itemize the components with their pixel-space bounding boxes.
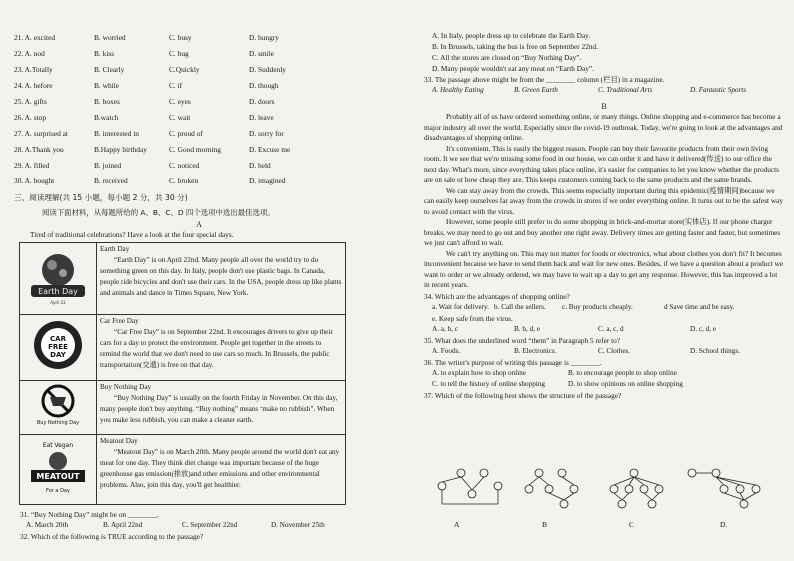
cloze-option[interactable]: D. imagined: [249, 176, 286, 186]
section-title: 三、阅读理解(共 15 小题，每小题 2 分，共 30 分): [14, 192, 188, 202]
cloze-options: [14, 30, 384, 189]
q34-item-e: e. Keep safe from the virus.: [432, 313, 513, 323]
cloze-option[interactable]: D. held: [249, 160, 271, 170]
earth-day-row: [20, 243, 346, 315]
diagram-b-label[interactable]: B: [542, 520, 548, 529]
diagram-a-label[interactable]: A: [454, 520, 460, 529]
cloze-option[interactable]: 21. A. excited: [14, 33, 56, 43]
q32-option-d[interactable]: D. Many people wouldn't eat any meat on “Earth Day”.: [432, 64, 594, 73]
cloze-row: [14, 62, 384, 78]
question-37: [424, 390, 784, 401]
q31-option-b[interactable]: B. April 22nd: [103, 521, 143, 530]
cloze-option[interactable]: 24. A. before: [14, 81, 53, 91]
cloze-option[interactable]: C. proud of: [169, 128, 203, 138]
question-34-stem: 34. Which are the advantages of shopping online?: [424, 291, 570, 301]
passage-b-paragraph-1: Probably all of us have ordered something online, or many things. Online shopping and e-commerce has become a major industry all over the world. Especially since the covid-19 outbreak. Today, we're going to look at the advantages and disadvantages of shopping online.: [424, 112, 783, 142]
left-column: [14, 0, 384, 542]
q32-option-a[interactable]: A. In Italy, people dress up to celebrate the Earth Day.: [432, 31, 591, 40]
q36-option-d[interactable]: D. to show opinions on online shopping: [568, 379, 683, 388]
cloze-option[interactable]: D. smile: [249, 49, 275, 59]
svg-text:April 22: April 22: [50, 300, 66, 306]
cloze-option[interactable]: C. Good morning: [169, 144, 221, 154]
buy-nothing-day-logo: [20, 381, 97, 435]
car-free-day-row: [20, 315, 346, 381]
diagram-a[interactable]: [438, 469, 502, 504]
cloze-row: [14, 125, 384, 141]
buy-nothing-day-row: [20, 381, 346, 435]
cloze-option[interactable]: B. worried: [94, 33, 126, 43]
cloze-option[interactable]: 27. A. surprised at: [14, 128, 68, 138]
buy-nothing-day-text: “Buy Nothing Day” is usually on the fourth Friday in November. On this day, many people don't buy anything. “Buy nothing” means ‘make no rubbish”. When you make less rubbish, you can make a cleaner earth.: [100, 394, 338, 424]
cloze-option[interactable]: 25. A. gifts: [14, 97, 47, 106]
cloze-option[interactable]: C. wait: [169, 112, 191, 122]
passage-b-paragraph-5: We can't try anything on. This may not matter for foods or electronics, what about clothes you don't fit? It becomes inconvenient because we have to send them back and wait for new ones. Besides, if we have a question about a product we want to order or we already ordered, we may have to wait up a day to get any response. However, this has improved a lot in recent years.: [424, 248, 784, 289]
earth-day-text: “Earth Day” is on April 22nd. Many people all over the world try to do something green on this day. In Italy, people don't use plastic bags. In Canada, people ride bicycles and don't use their cars. In the USA, people dress up like plants and animals and dance in Times Square, New York.: [100, 256, 342, 297]
q36-option-a[interactable]: A. to explain how to shop online: [432, 368, 527, 377]
cloze-option[interactable]: B. kiss: [94, 49, 115, 59]
diagram-d-label[interactable]: D.: [720, 520, 728, 529]
cloze-option[interactable]: B. while: [94, 81, 120, 91]
q33-option-b[interactable]: B. Green Earth: [514, 86, 558, 94]
right-column: [424, 0, 784, 529]
q34-option-d[interactable]: D. c, d, e: [690, 324, 716, 333]
question-31: [20, 509, 384, 542]
svg-text:DAY: DAY: [50, 351, 66, 360]
cloze-option[interactable]: C. hug: [169, 49, 189, 59]
cloze-option[interactable]: D. Excuse me: [249, 144, 291, 154]
svg-text:For a Day: For a Day: [46, 488, 70, 495]
q34-item-a: a. Wait for delivery.: [432, 302, 489, 311]
question-35-stem: 35. What does the underlined word “them” in Paragraph 5 refer to?: [424, 335, 621, 345]
cloze-option[interactable]: B.Happy birthday: [94, 144, 147, 154]
earth-day-logo: [20, 243, 97, 315]
q31-option-a[interactable]: A. March 20th: [26, 521, 69, 530]
cloze-row: [14, 157, 384, 173]
cloze-row: [14, 173, 384, 189]
meatout-day-text: “Meatout Day” is on March 20th. Many people around the world don't eat any meat for one day. They think diet change was important because of the huge greenhouse gas emission(排放)and other emissions and other environmental problems. Also, join this day, you'll get healthier.: [100, 448, 340, 489]
cloze-row: [14, 94, 384, 110]
q35-option-b[interactable]: B. Electronics.: [514, 346, 557, 355]
cloze-option[interactable]: B. joined: [94, 160, 122, 170]
question-33-stem: 33. The passage above might be from the ________ column (栏目) in a magazine.: [424, 75, 665, 84]
svg-text:Eat Vegan: Eat Vegan: [42, 442, 74, 450]
diagram-d[interactable]: [688, 469, 760, 508]
question-35: [424, 335, 784, 357]
diagram-c-label[interactable]: C: [629, 520, 635, 529]
q32-option-c[interactable]: C. All the stores are closed on “Buy Nothing Day”.: [432, 53, 582, 62]
q32-options: [424, 30, 784, 74]
question-37-stem: 37. Which of the following best shows the structure of the passage?: [424, 390, 622, 400]
cloze-row: [14, 46, 384, 62]
cloze-option[interactable]: D. leave: [249, 112, 274, 122]
q36-option-b[interactable]: B. to encourage people to shop online: [568, 368, 677, 377]
q35-option-a[interactable]: A. Foods.: [432, 346, 461, 355]
q31-option-c[interactable]: C. September 22nd: [182, 521, 238, 530]
instruction: 阅读下面材料，从每题所给的 A、B、C、D 四个选项中选出最佳选项。: [42, 207, 275, 217]
question-33: [424, 74, 784, 96]
svg-text:Earth Day: Earth Day: [38, 287, 78, 297]
svg-text:Buy Nothing Day: Buy Nothing Day: [36, 420, 80, 427]
q34-item-c: c. Buy products cheaply.: [562, 302, 633, 311]
car-free-day-text: “Car Free Day” is on September 22nd. It encourages drivers to give up their cars for a day to protect the environment. People get together in the streets to remind the world that we don't need to use cars so much. In Brussels, the public transportation(交通) is free on that day.: [100, 328, 333, 369]
q34-option-a[interactable]: A. a, b, c: [432, 324, 458, 333]
q35-option-d[interactable]: D. School things.: [690, 346, 740, 355]
car-free-day-title: Car Free Day: [100, 317, 139, 326]
q34-option-c[interactable]: C. a, c, d: [598, 324, 624, 333]
cloze-option[interactable]: B. interested in: [94, 128, 139, 138]
q36-option-c[interactable]: C. to tell the history of online shopping: [432, 379, 545, 388]
cloze-option[interactable]: C.Quickly: [169, 65, 200, 75]
cloze-option[interactable]: B. boxes: [94, 97, 120, 106]
cloze-option[interactable]: B. received: [94, 176, 128, 186]
cloze-option[interactable]: C. broken: [169, 176, 199, 186]
cloze-option[interactable]: C. if: [169, 81, 183, 91]
cloze-option[interactable]: C. busy: [169, 33, 192, 43]
meatout-day-row: [20, 435, 346, 505]
question-31-stem: 31. “Buy Nothing Day” might be on ________.: [20, 510, 159, 520]
passage-b-paragraph-3: We can stay away from the crowds. This seems especially important during this epidemic(疫情期间)because we can easily keep ourselves far away from the crowds in stores if we order everything online. It turns out to be the safest way to avoid contact with the virus.: [424, 185, 784, 216]
cloze-option[interactable]: B. Clearly: [94, 65, 125, 75]
cloze-option[interactable]: 22. A. nod: [14, 49, 45, 59]
cloze-option[interactable]: D. hungry: [249, 33, 279, 43]
cloze-row: [14, 109, 384, 125]
cloze-row: [14, 78, 384, 94]
cloze-row: [14, 30, 384, 46]
q33-option-c[interactable]: C. Traditional Arts: [598, 86, 653, 94]
svg-text:MEATOUT: MEATOUT: [36, 472, 80, 482]
cloze-option[interactable]: 28. A.Thank you: [14, 144, 64, 154]
question-36: [424, 357, 784, 390]
passage-b-letter: B: [601, 102, 607, 111]
cloze-option[interactable]: D. sorry for: [249, 128, 284, 138]
diagram-b[interactable]: [525, 469, 578, 508]
passage-a-letter: A: [196, 219, 202, 229]
q33-option-a[interactable]: A. Healthy Eating: [432, 86, 484, 94]
buy-nothing-day-title: Buy Nothing Day: [100, 383, 152, 392]
passage-b: [424, 112, 784, 291]
car-free-day-logo: [20, 315, 97, 381]
cloze-option[interactable]: C. noticed: [169, 160, 200, 170]
cloze-option[interactable]: C. eyes: [169, 97, 191, 106]
special-days-table: [19, 242, 346, 505]
cloze-option[interactable]: 29. A. filled: [14, 160, 50, 170]
q34-option-b[interactable]: B. b, d, e: [514, 324, 540, 333]
cloze-option[interactable]: 30. A. bought: [14, 176, 55, 186]
cloze-option[interactable]: D. doors: [249, 97, 275, 106]
cloze-option[interactable]: B.watch: [94, 112, 119, 122]
q35-option-c[interactable]: C. Clothes.: [598, 346, 631, 355]
q34-item-b: b. Call the sellers.: [494, 302, 546, 311]
passage-b-paragraph-2: It's convenient. This is easily the biggest reason. People can buy their favourite products from their own living room. It we see that we're missing some food in our house, we can order it and have it delivered(传送) to our office the next day. What's more, since everything takes place online, it's easier for companies to let you know whether the products are on sale or how cheap they are. This keeps customers coming back to the same products and the same brands.: [424, 143, 780, 184]
cloze-option[interactable]: D. Suddenly: [249, 65, 286, 75]
structure-diagrams: [424, 464, 784, 534]
q31-option-d[interactable]: D. November 25th: [271, 521, 325, 530]
cloze-option[interactable]: 23. A.Totally: [14, 65, 53, 75]
cloze-option[interactable]: 26. A. stop: [14, 112, 47, 122]
q33-option-d[interactable]: D. Fantastic Sports: [690, 86, 747, 94]
passage-a-intro: Tired of traditional celebrations? Have a look at the four special days.: [30, 229, 234, 239]
svg-text:CAR: CAR: [50, 335, 66, 344]
cloze-row: [14, 141, 384, 157]
q32-option-b[interactable]: B. In Brussels, taking the bus is free on September 22nd.: [432, 42, 598, 51]
passage-b-paragraph-4: However, some people still prefer to do some shopping in brick-and-mortar store(实体店). If our phone charger breaks, we may need to go out and buy another one right away. Delivery times are getting faster and faster, but sometimes we just can't afford to wait.: [424, 217, 781, 247]
meatout-day-title: Meatout Day: [100, 437, 138, 446]
q34-item-d: d Save time and be easy.: [664, 302, 735, 311]
question-34: [424, 291, 784, 335]
svg-text:FREE: FREE: [48, 343, 68, 352]
question-32-stem: 32. Which of the following is TRUE according to the passage?: [20, 532, 204, 542]
question-36-stem: 36. The writer's purpose of writing this passage is ________.: [424, 357, 602, 367]
diagram-c[interactable]: [610, 469, 663, 508]
meatout-day-logo: [20, 435, 97, 505]
cloze-option[interactable]: D. though: [249, 81, 279, 91]
earth-day-title: Earth Day: [100, 245, 130, 254]
